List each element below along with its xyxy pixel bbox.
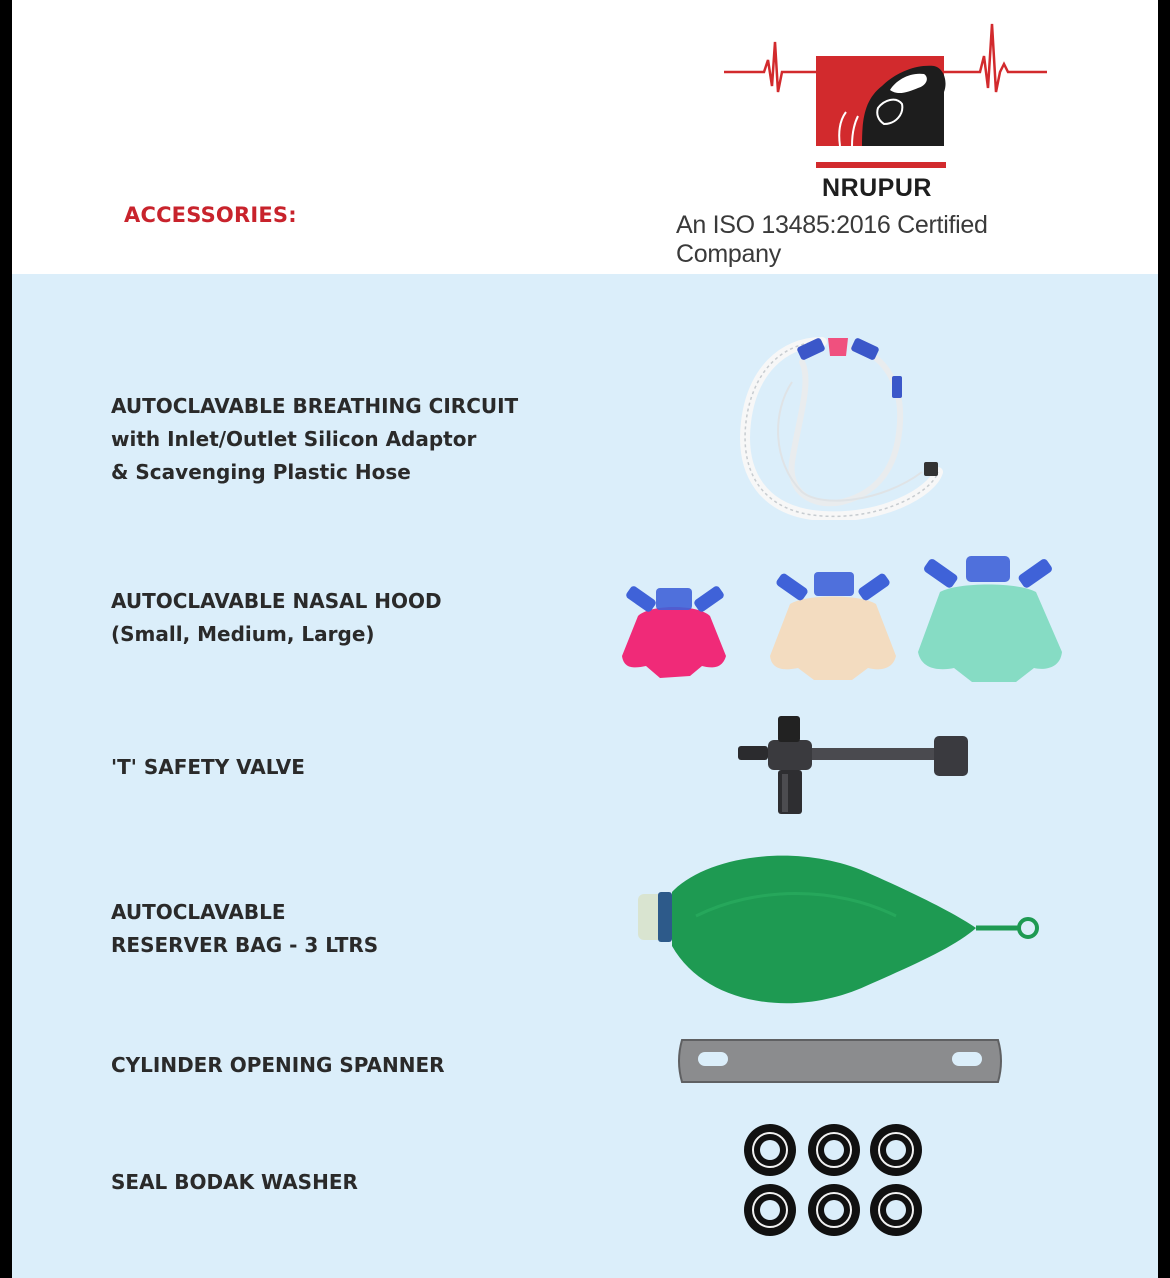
item-washer-label [111,1166,358,1199]
nrupur-logo [712,20,1047,180]
label-line: AUTOCLAVABLE NASAL HOOD [111,589,442,613]
seal-washer-set-image [736,1120,934,1240]
t-safety-valve-image [738,712,976,818]
item-reserver-bag-label [111,896,378,962]
item-spanner-label [111,1049,445,1082]
label-line: AUTOCLAVABLE [111,900,286,924]
label-line: & Scavenging Plastic Hose [111,460,411,484]
page-header [12,0,1158,274]
label-line: (Small, Medium, Large) [111,622,375,646]
reservoir-bag-image [636,846,1042,1018]
label-line: CYLINDER OPENING SPANNER [111,1053,445,1077]
label-line: with Inlet/Outlet Silicon Adaptor [111,427,477,451]
item-t-safety-valve-label [111,751,305,784]
item-breathing-circuit-label [111,390,518,489]
section-title: ACCESSORIES: [124,203,297,227]
label-line: RESERVER BAG - 3 LTRS [111,933,379,957]
nasal-hood-medium [770,572,896,680]
label-line: 'T' SAFETY VALVE [111,755,305,779]
nasal-hood-small [622,585,726,678]
accessories-page [12,0,1158,1278]
cylinder-spanner-image [672,1032,1008,1090]
ecg-line-right-icon [944,24,1047,92]
label-line: AUTOCLAVABLE BREATHING CIRCUIT [111,394,519,418]
brand-name: NRUPUR [822,174,932,202]
ecg-line-left-icon [724,42,816,92]
label-line: SEAL BODAK WASHER [111,1170,358,1194]
breathing-circuit-image [732,322,962,520]
item-nasal-hood-label [111,585,442,651]
brand-tagline: An ISO 13485:2016 Certified Company [676,211,988,268]
nasal-hood-set-image [610,552,1070,692]
nasal-hood-large [918,556,1062,682]
